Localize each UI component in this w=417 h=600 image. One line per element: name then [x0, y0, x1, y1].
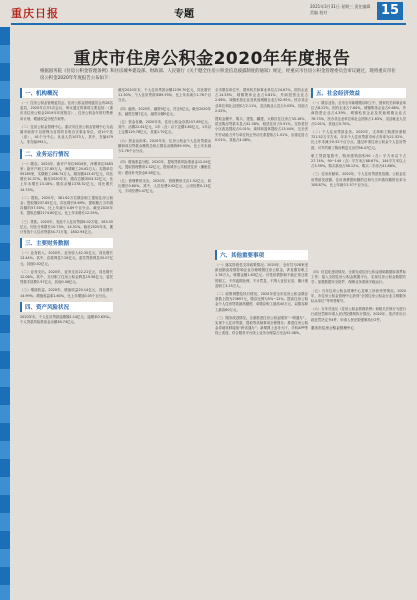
section-4-para-1: 2020年末，个人住房贷款逾期额1.14亿元，逾期率0.63‰，个人贷款风险准备金余额38.74亿元。 [20, 314, 113, 325]
column-2 [118, 88, 211, 197]
section-5-para-3: 职工贷款笔数中，购房建筑面积90（含）平方米以下占27.74%，90~144（含）平方米占68.67%，144平方米以上占3.59%。购买新房占58.12%，购买二手房占41.88%。 [311, 153, 406, 169]
column-2-para-1: 截至2020年末，个人住房贷款余额1239.70亿元，同比增长11.30%，个人住房贷款率89.93%，比上年末减少2.76个百分点。 [118, 88, 211, 103]
column-3-para-1: 全市缴存单位中，国家机关和事业单位占24.67%，国有企业占14.55%，城镇集体企业占0.81%，外商投资企业占2.46%，城镇私营企业及其他城镇企业占52.95%，民办非企业单位和社会团体占2.11%，灵活就业人员占0.03%，其他占2.42%。 [215, 88, 308, 113]
section-6-para-1: （一）落实阶段性支持政策情况。2020年，全市共为28家受新冠肺炎疫情影响企业办理缓缴住房公积金，涉及缴存职工1.78万人，缓缴金额1.63亿元。对受疫情影响不能正常还款的职工，不作逾期处理，不计罚息，不纳入征信记录，累计惠及职工3.15万人。 [215, 263, 308, 288]
column-4 [311, 88, 406, 191]
section-6-right [311, 270, 406, 331]
section-6-para-5: （五）当年住房公积金管理中心及职工所获荣誉情况。2020年，市住房公积金管理中心获得“全国住房公积金行业文明服务标兵单位”等荣誉称号。 [311, 288, 406, 304]
issuer-credit: 重庆市住房公积金管理中心 [311, 325, 355, 330]
section-6-para-6: （六）当年对违反《住房公积金管理条例》和相关法规行为进行行政处罚和申请人民法院强制执行情况。2020年，依法作出行政处罚决定书4件，申请人民法院强制执行2件。 [311, 307, 406, 322]
section-2-para-1: （一）缴存。2020年，新开户单位6034家，净增单位5483家；新开户职工27.85万人，净增职工20.62万人；实缴单位55189家，实缴职工288.74万人，缴存额413.67亿元，同比增长10.37%。截至2020年末，缴存总额3553.32亿元，比上年末增长13.18%；缴存余额1378.52亿元，同比增长14.74%。 [20, 161, 113, 192]
column-2-para-6: （五）管理费用支出。2020年，管理费用支出1.52亿元，同比增长0.80%。其中，人员经费0.92亿元，公用经费0.13亿元，专项经费0.47亿元。 [118, 178, 211, 194]
section-heading-1: 一、机构概况 [20, 88, 113, 98]
section-3-para-3: （三）增值收益。2020年，增值收益20.14亿元，同比增长14.99%；增值收益率1.60%，比上年增加0.05个百分点。 [20, 288, 113, 298]
section-6-para-3: （三）服务改进情况。全面推进住房公积金服务“一网通办”，实现个人住房贷款、提取等高频事项全程网办；推进住房公积金异地转移接续“跨省通办”；新增网上业务大厅、手机APP等线上渠道，综合服务平台线上业务办理量占比达92.08%。 [215, 315, 308, 336]
issue-date: 2021年3月31日 星期三 责任编辑 美编 校对 [310, 4, 371, 15]
section-heading-2: 二、业务运行情况 [20, 149, 113, 159]
section-heading-4: 四、资产风险状况 [20, 302, 113, 312]
section-1-para-1: （一）住房公积金管理委员会。住房公积金管理委员会有28名委员，2020年召开1次会议，审议通过的事项主要包括：《重庆市住房公积金2019年年度报告》、住房公积金年度归集使用计划、增值收益分配方案等。 [20, 101, 113, 121]
section-heading-6: 六、其他重要事项 [215, 250, 308, 260]
column-2-para-4: （六）资金运用率。2020年末，住房公积金个人住房贷款余额和项目贷款余额的总和占缴存余额的89.93%，比上年末减少2.76个百分点。 [118, 138, 211, 154]
left-decorative-stripe [0, 27, 10, 600]
section-5-para-2: （二）个人住房贷款业务。2020年，支持职工购建房面积721.52万平方米，年末个人住房贷款市场占有率为21.52%，比上年末减少0.52个百分点。通过申请住房公积金个人住房贷款，可节约职工购房利息支出约56.47亿元。 [311, 130, 406, 150]
section-2-para-2: （二）提取。2020年，381.62万名缴存职工提取住房公积金；提取额237.85亿元，同比增长8.69%；提取额占当年缴存额的57.50%，比上年减少0.89个百分点。截至2020年末，提取总额2174.80亿元，比上年末增长12.29%。 [20, 195, 113, 216]
column-2-para-5: （四）增值收益分配。2020年，提取贷款风险准备金12.04亿元，提取管理费用1.52亿元，提取城市公共租赁住房（廉租住房）建设补充资金6.58亿元。 [118, 160, 211, 175]
column-2-para-2: （四）融资。2020年，融资0亿元，归还0亿元。截至2020年末，融资总额7亿元，融资余额0亿元。 [118, 106, 211, 116]
section-5-para-1: （一）缴存业务。全市全年新增缴存职工中，国家机关和事业单位占8.22%，国有企业占7.64%，城镇集体企业占0.68%，外商投资企业占4.39%，城镇私营企业及其他城镇企业占76.73%，民办非企业单位和社会团体占1.63%，灵活就业人员占0.01%，其他占0.70%。 [311, 101, 406, 126]
section-heading-3: 三、主要财务数据 [20, 238, 113, 248]
masthead [0, 0, 417, 27]
section-3-para-2: （二）业务支出。2020年，业务支出22.21亿元，同比增长12.06%。其中，支付职工住房公积金利息19.58亿元，委托贷款手续费2.57亿元，其他0.06亿元。 [20, 269, 113, 285]
section-heading-5: 五、社会经济效益 [311, 88, 406, 98]
section-3-para-1: （一）业务收入。2020年，业务收入42.35亿元，同比增长13.44%。其中，存款利息7.26亿元，委托贷款利息35.07亿元，其他0.02亿元。 [20, 251, 113, 266]
page-number: 15 [377, 2, 403, 20]
masthead-rule [11, 23, 406, 25]
column-1 [20, 88, 113, 328]
section-5-para-4: （三）住房贡献率。2020年，个人住房贷款发放额、公积金住房贷款发放额、住房消费提取额的总和与当年缴存额的比率为108.87%，比上年减少2.57个百分点。 [311, 172, 406, 187]
section-topic: 专题 [174, 9, 194, 20]
column-2-para-3: （五）资金存储。2020年末，住房公积金存款157.89亿元。其中，活期22.61亿元，1年（含）以下定期3.80亿元，1年以上定期129.78亿元，其他1.70亿元。 [118, 120, 211, 135]
column-3-para-2: 提取金额中，购买、建造、翻建、大修自住住房占33.16%，偿还购房贷款本息占42.38%，租赁住房占5.91%，支持老旧小区改造提取占0.01%；离休和退休提取占13.44%，完全丧失劳动能力并与单位终止劳动关系提取占1.01%，出境定居占0.01%，其他占4.08%。 [215, 117, 308, 142]
newspaper-logo: 重庆日报 [11, 7, 59, 20]
lead-paragraph: 根据国务院《住房公积金管理条例》和住房城乡建设部、财政部、人民银行《关于健全住房公积金信息披露制度的通知》规定，经重庆市住房公积金管理委员会审议通过，现将重庆市住房公积金2020年年度报告公布如下： [40, 69, 396, 81]
section-2-para-3: （三）贷款。2020年，发放个人住房贷款6.02万笔、263.35亿元，同比分别增长10.73%、14.51%。截至2020年末，累计发放个人住房贷款54.71万笔、1802.94亿元。 [20, 219, 113, 235]
section-6-left [215, 250, 308, 340]
section-1-para-2: （二）住房公积金管理中心。重庆市住房公积金管理中心为直属市政府不以营利为目的的自收自支事业单位，设10个处（室），41个分中心。从业人员1073人，其中，在编479人，非在编594人。 [20, 124, 113, 145]
column-divider [118, 157, 211, 158]
column-3 [215, 88, 308, 146]
section-6-para-4: （四）信息化建设情况。全面完成住房公积金基础数据标准贯标工作；接入全国住房公积金数据平台，实现住房公积金数据共享；加强数据安全防护，保障业务系统平稳运行。 [311, 270, 406, 285]
section-6-para-2: （二）政策调整及执行情况。2020年度全市住房公积金缴存基数上限为23697元，缴存比例为5%~12%。提高住房公积金个人住房贷款最高额度，单缴存职工最高40万元，双缴存职工最高60万元。 [215, 292, 308, 312]
page-title: 重庆市住房公积金2020年年度报告 [73, 49, 351, 69]
